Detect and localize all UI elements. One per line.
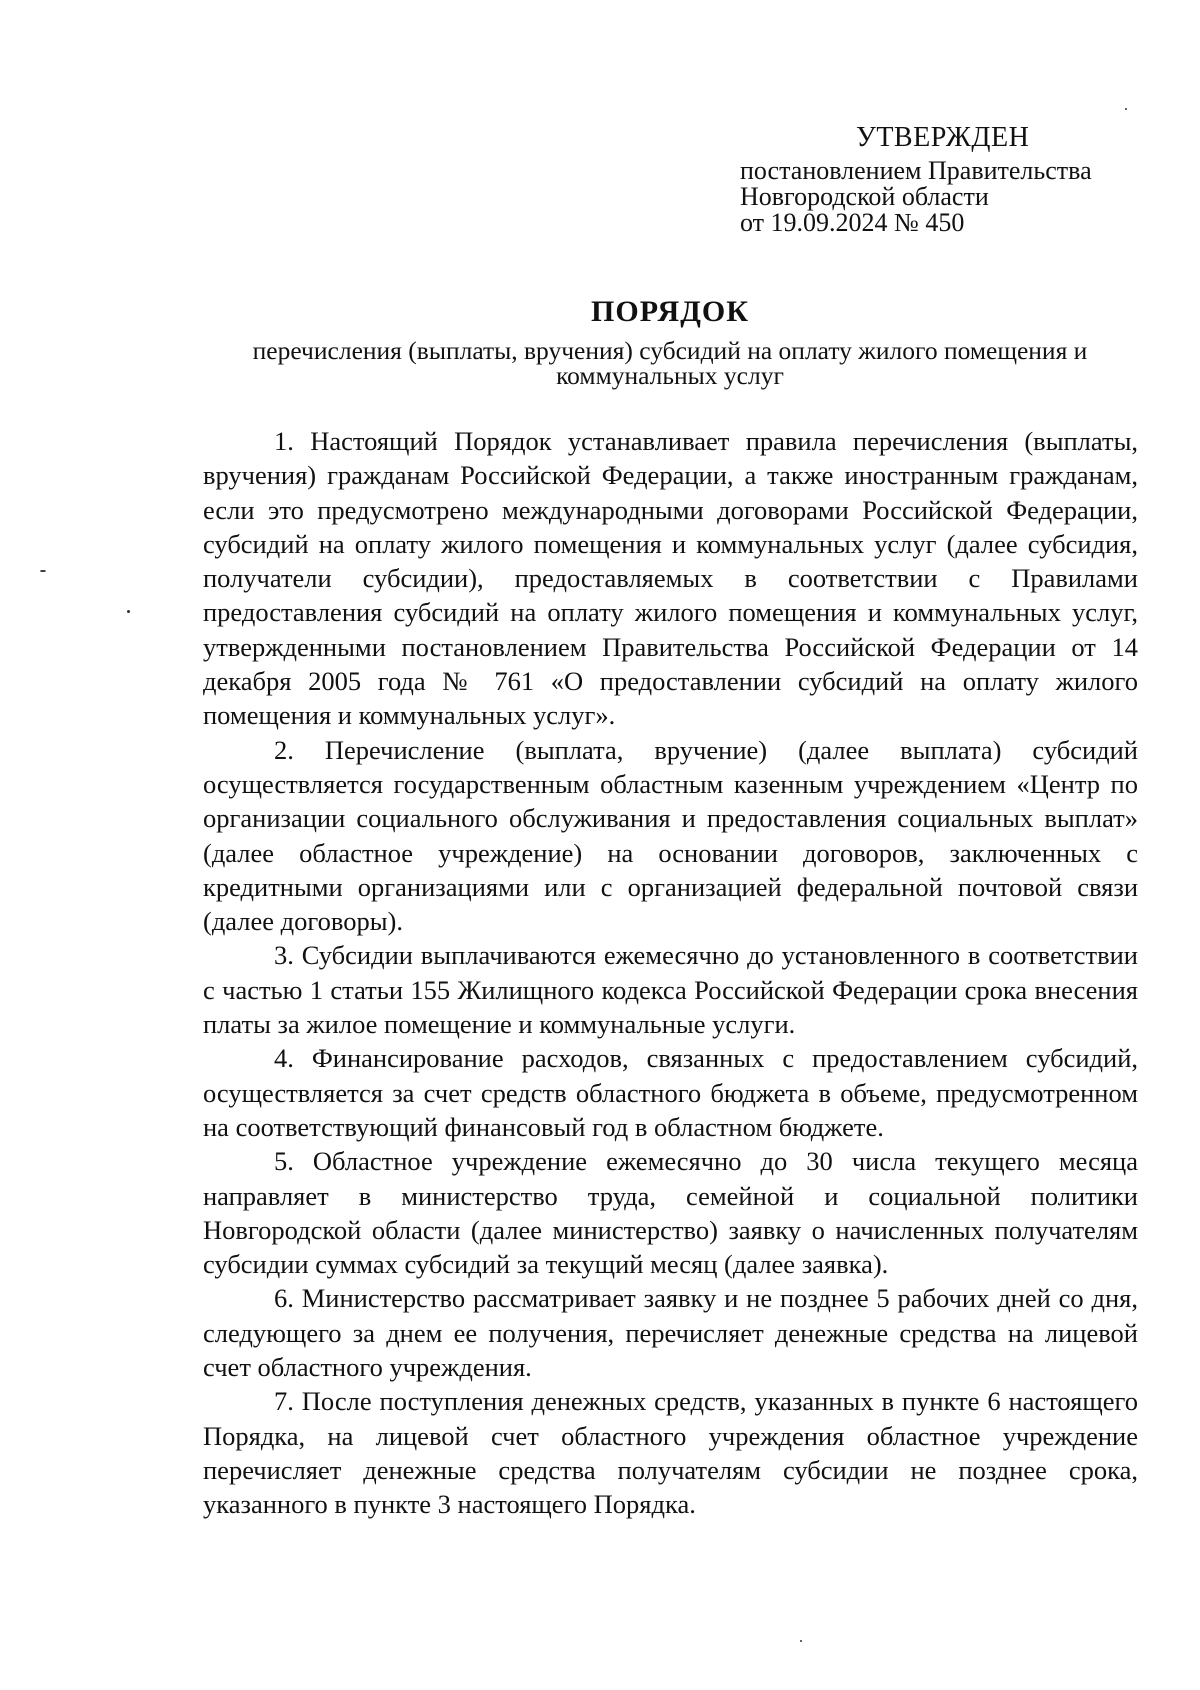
- scan-speck: [800, 1640, 802, 1642]
- paragraph-7: 7. После поступления денежных средств, указанных в пункте 6 настоящего Порядка, на лицевой счет областного учреждения областное учреждение перечисляет денежные средства получателям субсидии не позднее срока, указанного в пункте 3 настоящего Порядка.: [203, 1386, 1138, 1520]
- document-subtitle: перечисления (выплаты, вручения) субсидий на оплату жилого помещения и коммунальных услуг: [252, 336, 1088, 390]
- paragraph-1: 1. Настоящий Порядок устанавливает правила перечисления (выплаты, вручения) гражданам Российской Федерации, а также иностранным гражданам, если это предусмотрено международными договорами Российской Федерации, субсидий на оплату жилого помещения и коммунальных услуг (далее субсидия, получатели субсидии), предоставляемых в соответствии с Правилами предоставления субсидий на оплату жилого помещения и коммунальных услуг, утвержденными постановлением Правительства Российской Федерации от 14 декабря 2005 года № 761 «О предоставлении субсидий на оплату жилого помещения и коммунальных услуг».: [203, 426, 1138, 731]
- paragraph-2: 2. Перечисление (выплата, вручение) (далее выплата) субсидий осуществляется государственным областным казенным учреждением «Центр по организации социального обслуживания и предоставления социальных выплат» (далее областное учреждение) на основании договоров, заключенных с кредитными организациями или с организацией федеральной почтовой связи (далее договоры).: [203, 734, 1138, 937]
- paragraph-6: 6. Министерство рассматривает заявку и не позднее 5 рабочих дней со дня, следующего за днем ее получения, перечисляет денежные средства на лицевой счет областного учреждения.: [203, 1283, 1138, 1383]
- approval-stamp: [740, 118, 1160, 236]
- paragraph-3: 3. Субсидии выплачиваются ежемесячно до установленного в соответствии с частью 1 статьи 155 Жилищного кодекса Российской Федерации срока внесения платы за жилое помещение и коммунальные услуги.: [203, 940, 1138, 1040]
- paragraph-4: 4. Финансирование расходов, связанных с предоставлением субсидий, осуществляется за счет средств областного бюджета в объеме, предусмотренном на соответствующий финансовый год в областном бюджете.: [203, 1043, 1138, 1142]
- document-body: [203, 424, 1138, 1522]
- approval-heading: УТВЕРЖДЕН: [856, 122, 1030, 153]
- paragraph-5: 5. Областное учреждение ежемесячно до 30 числа текущего месяца направляет в министерство труда, семейной и социальной политики Новгородской области (далее министерство) заявку о начисленных получателям субсидии суммах субсидий за текущий месяц (далее заявка).: [203, 1146, 1138, 1280]
- scan-speck: [40, 570, 46, 572]
- approval-line-date: от 19.09.2024 № 450: [740, 208, 965, 237]
- approval-line-resolution: постановлением Правительства: [740, 156, 1092, 185]
- scan-speck: [127, 610, 130, 613]
- approval-line-region: Новгородской области: [740, 182, 989, 211]
- scan-speck: [1125, 108, 1127, 110]
- document-title: ПОРЯДОК: [591, 295, 749, 328]
